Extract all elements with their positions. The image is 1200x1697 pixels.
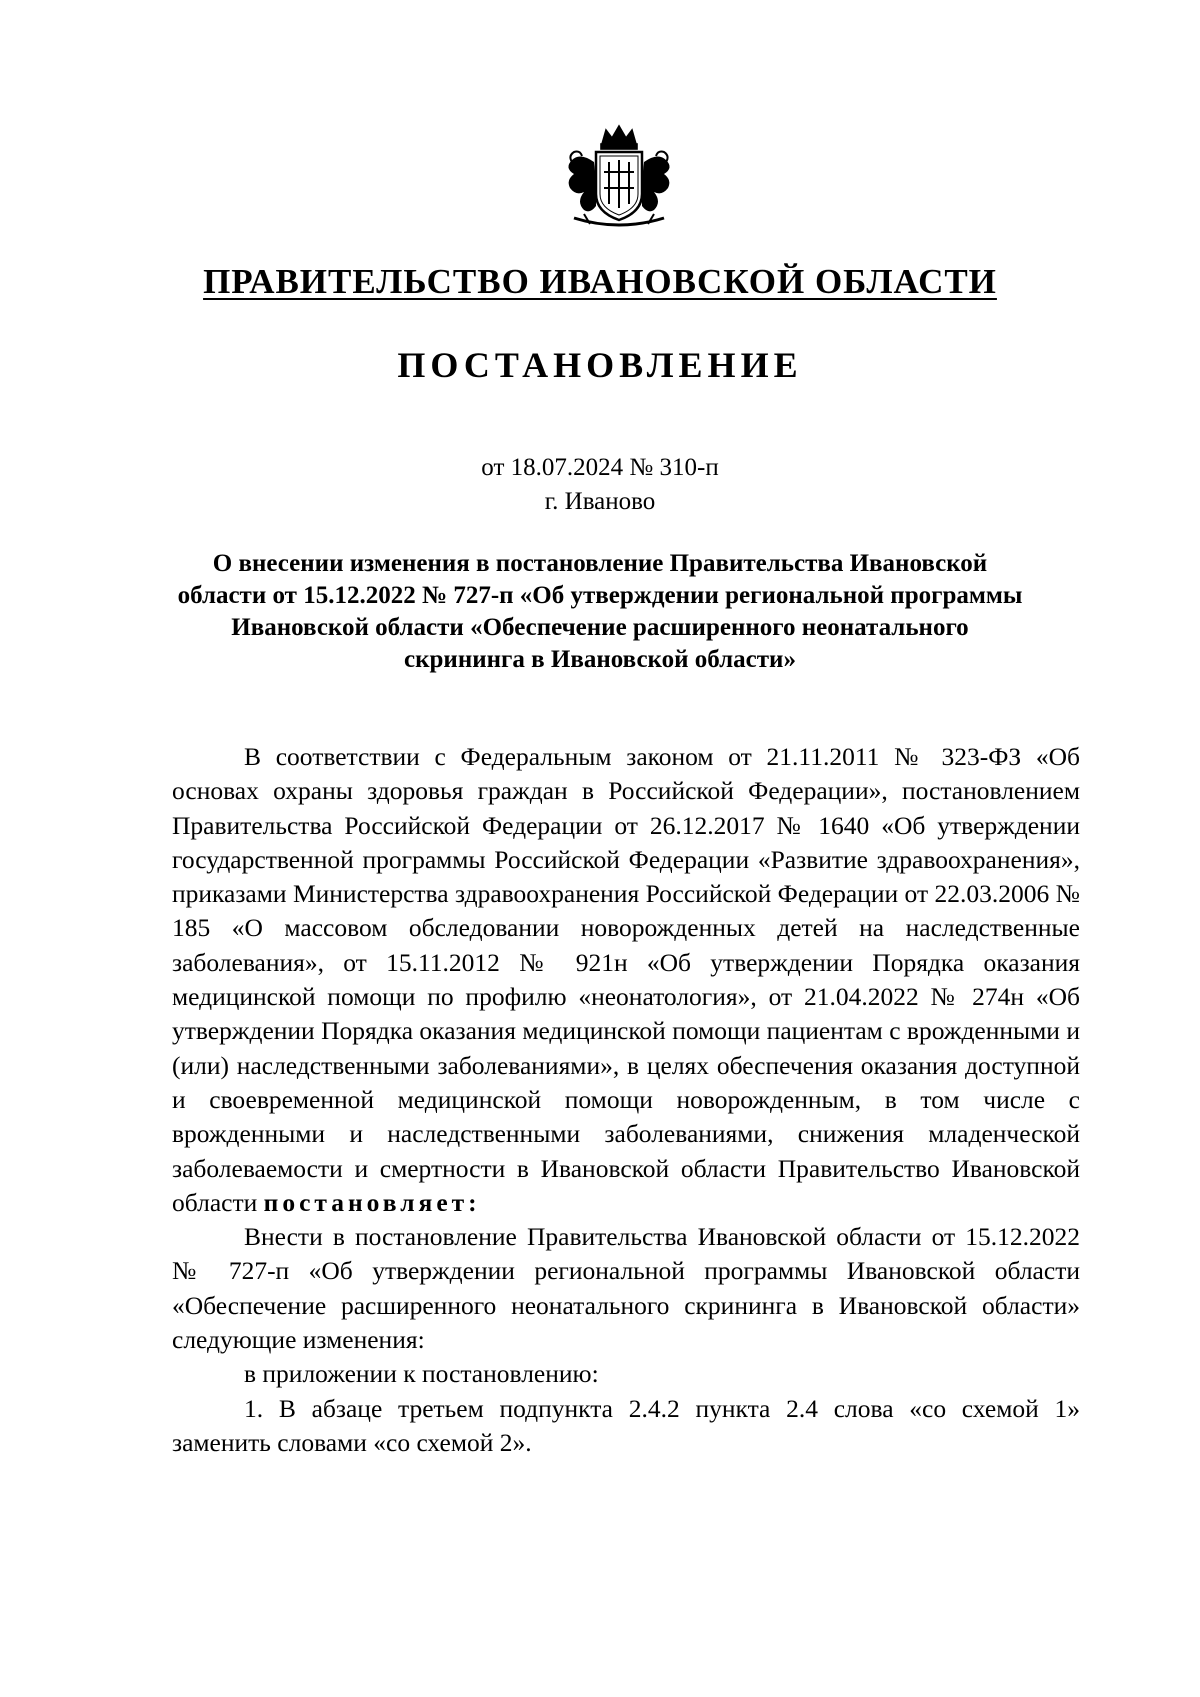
city-line: г. Иваново xyxy=(544,488,656,515)
coat-of-arms-icon xyxy=(554,122,684,230)
amendment-item-1: 1. В абзаце третьем подпункта 2.4.2 пункта 2.4 слова «со схемой 1» заменить словами «со схемой 2». xyxy=(172,1393,1080,1457)
annex-line: в приложении к постановлению: xyxy=(244,1359,599,1389)
document-date-block xyxy=(0,451,1200,519)
document-body xyxy=(172,740,1080,1460)
amendment-intro-paragraph: Внести в постановление Правительства Ивановской области от 15.12.2022 № 727-п «Об утверждении региональной программы Ивановской области «Обеспечение расширенного неонатального скрининга в Ивановской области» следующие изменения: xyxy=(172,1222,1080,1355)
preamble-paragraph xyxy=(172,740,1080,1220)
preamble-text: В соответствии с Федеральным законом от 21.11.2011 № 323-ФЗ «Об основах охраны здоровья граждан в Российской Федерации», постановлением Правительства Российской Федерации от 26.12.2017 № 1640 «Об утверждении государственной программы Российской Федерации «Развитие здравоохранения», приказами Министерства здравоохранения Российской Федерации от 22.03.2006 № 185 «О массовом обследовании новорожденных детей на наследственные заболевания», от 15.11.2012 № 921н «Об утверждении Порядка оказания медицинской помощи по профилю «неонатология», от 21.04.2022 № 274н «Об утверждении Порядка оказания медицинской помощи пациентам с врожденными и (или) наследственными заболеваниями», в целях обеспечения оказания доступной и своевременной медицинской помощи новорожденным, в том числе с врожденными и наследственными заболеваниями, снижения младенческой заболеваемости и смертности в Ивановской области Правительство Ивановской области xyxy=(172,742,1080,1217)
decree-word: постановляет: xyxy=(263,1187,481,1217)
government-name-heading xyxy=(0,262,1200,302)
document-type-heading: ПОСТАНОВЛЕНИЕ xyxy=(397,345,803,385)
date-number-line: от 18.07.2024 № 310-п xyxy=(481,454,719,481)
government-name: ПРАВИТЕЛЬСТВО ИВАНОВСКОЙ ОБЛАСТИ xyxy=(203,262,997,301)
document-subject-title: О внесении изменения в постановление Правительства Ивановской области от 15.12.2022 № 727-п «Об утверждении региональной программы Ивановской области «Обеспечение расширенного неонатального скрининга в Ивановской области» xyxy=(177,550,1023,673)
